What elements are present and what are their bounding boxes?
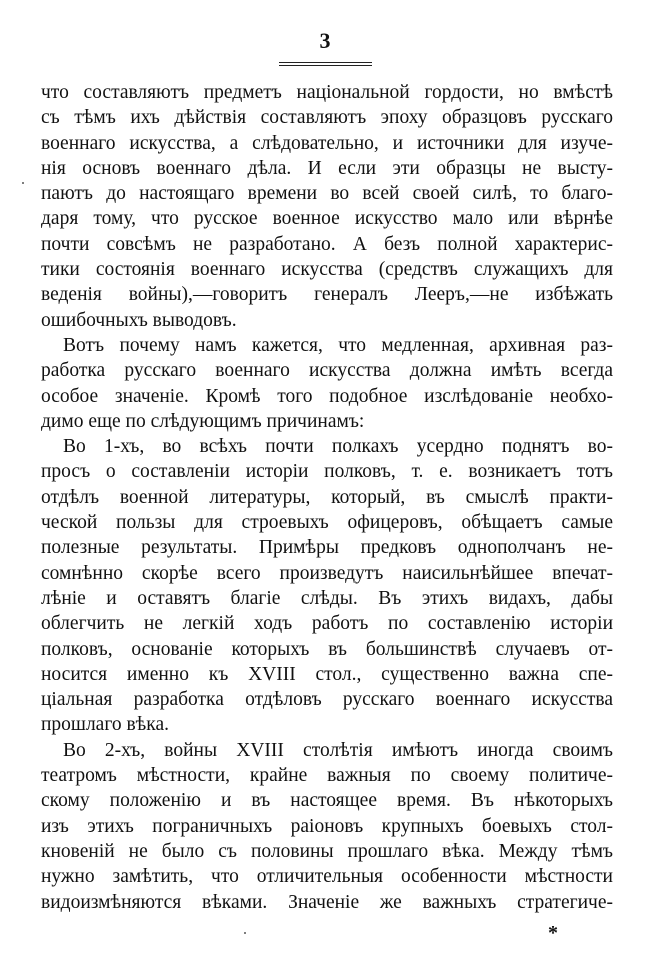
text-line: нужно замѣтить, что отличительныя особенности мѣстности [41,866,613,888]
scan-speck [244,932,246,934]
text-line: Во 2-хъ, войны XVIII столѣтія имѣютъ иногда своимъ [63,739,613,761]
text-line: работка русскаго военнаго искусства должна имѣть всегда [41,360,613,382]
text-line: ошибочныхъ выводовъ. [41,309,237,331]
signature-mark: * [548,922,558,944]
text-line: лѣніе и оставятъ благіе слѣды. Въ этихъ видахъ, дабы [41,587,613,609]
text-line: ціальная разработка отдѣловъ русскаго военнаго искусства [41,689,613,711]
text-line: сомнѣнно скорѣе всего произведутъ наисильнѣйшее впечат- [41,562,613,584]
text-line: Во 1-хъ, во всѣхъ почти полкахъ усердно поднятъ во- [63,436,613,458]
text-line: паютъ до настоящаго времени во всей своей силѣ, то благо- [41,183,613,205]
text-line: военнаго искусства, а слѣдовательно, и источники для изуче- [41,132,613,154]
text-line: димо еще по слѣдующимъ причинамъ: [41,410,365,432]
text-line: прошлаго вѣка. [41,714,169,736]
scan-speck [22,182,24,184]
text-line: ческой пользы для строевыхъ офицеровъ, обѣщаетъ самые [41,512,613,534]
text-line: почти совсѣмъ не разработано. А безъ полной характерис- [41,233,613,255]
text-line: носится именно къ XVIII стол., существенно важна спе- [41,663,613,685]
text-line: просъ о составленіи исторіи полковъ, т. е. возникаетъ тотъ [41,461,613,483]
text-line: скому положенію и въ настоящее время. Въ нѣкоторыхъ [41,790,613,812]
text-line: полковъ, основаніе которыхъ въ большинствѣ случаевъ от- [41,638,613,660]
text-line: съ тѣмъ ихъ дѣйствія составляютъ эпоху образцовъ русскаго [41,107,613,129]
text-line: театромъ мѣстности, крайне важныя по своему политиче- [41,765,613,787]
page-number-double-rule [279,62,372,66]
page-number: 3 [319,28,331,53]
text-line: что составляютъ предметъ національной гордости, но вмѣстѣ [41,82,613,103]
text-line: даря тому, что русское военное искусство мало или вѣрнѣе [41,208,613,230]
text-line: отдѣлъ военной литературы, который, въ смыслѣ практи- [41,486,613,508]
text-line: изъ этихъ пограничныхъ раіоновъ крупныхъ боевыхъ стол- [41,815,613,837]
text-line: особое значеніе. Кромѣ того подобное изслѣдованіе необхо- [41,385,613,407]
text-line: полезные результаты. Примѣры предковъ однополчанъ не- [41,537,613,559]
text-line: видоизмѣняются вѣками. Значеніе же важныхъ стратегиче- [41,891,613,913]
text-line: веденія войны),—говоритъ генералъ Лееръ,—не избѣжать [41,284,613,306]
text-line: облегчить не легкій ходъ работъ по составленію исторіи [41,613,613,635]
text-line: нія основъ военнаго дѣла. И если эти образцы не высту- [41,157,613,179]
text-line: Вотъ почему намъ кажется, что медленная, архивная раз- [63,334,613,356]
body-text [41,80,613,915]
text-line: кновеній не было съ половины прошлаго вѣка. Между тѣмъ [41,840,613,862]
text-line: тики состоянія военнаго искусства (средствъ служащихъ для [41,259,613,281]
